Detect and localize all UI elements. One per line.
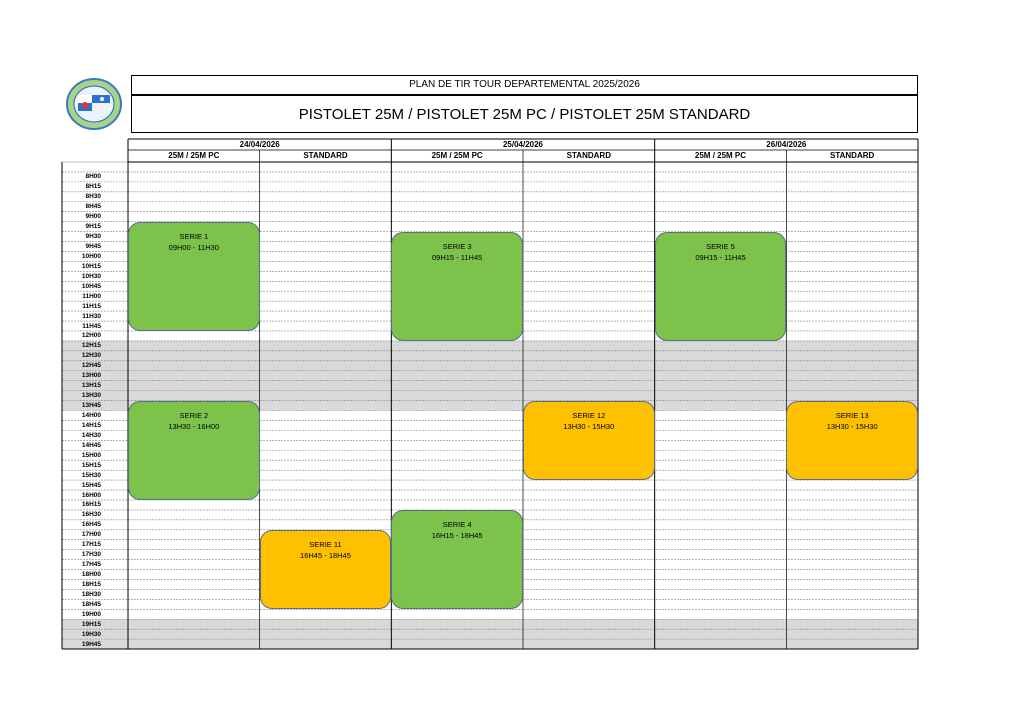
time-label: 12H45 xyxy=(81,362,101,370)
series-block xyxy=(260,530,392,610)
time-label: 11H15 xyxy=(82,302,101,310)
series-name: SERIE 4 xyxy=(442,519,472,529)
time-label: 19H30 xyxy=(81,630,101,638)
time-label: 11H30 xyxy=(82,312,101,320)
time-label: 19H15 xyxy=(81,620,101,628)
time-label: 19H45 xyxy=(81,640,101,648)
column-header: 25M / 25M PC xyxy=(694,151,747,160)
time-label: 9H00 xyxy=(85,213,101,221)
series-name: SERIE 12 xyxy=(572,410,606,420)
time-label: 16H15 xyxy=(81,501,101,509)
time-label: 17H45 xyxy=(81,561,101,569)
time-label: 9H15 xyxy=(85,223,101,231)
column-header: STANDARD xyxy=(303,151,348,160)
time-label: 18H15 xyxy=(81,580,101,588)
time-label: 13H15 xyxy=(81,382,101,390)
series-block xyxy=(523,401,655,481)
plan-subtitle: PLAN DE TIR TOUR DEPARTEMENTAL 2025/2026 xyxy=(132,76,917,96)
series-time: 13H30 - 15H30 xyxy=(563,421,615,431)
time-label: 14H45 xyxy=(81,441,101,449)
time-label: 15H30 xyxy=(81,471,101,479)
column-header: 25M / 25M PC xyxy=(168,151,220,160)
time-label: 11H45 xyxy=(82,322,101,330)
series-name: SERIE 3 xyxy=(442,241,472,251)
column-header: STANDARD xyxy=(830,151,875,160)
time-label: 16H00 xyxy=(81,491,101,499)
series-block xyxy=(391,510,523,609)
time-label: 12H15 xyxy=(81,342,101,350)
time-label: 16H30 xyxy=(81,511,101,519)
series-time: 16H15 - 18H45 xyxy=(431,530,483,540)
column-header: 25M / 25M PC xyxy=(431,151,483,160)
series-name: SERIE 2 xyxy=(179,410,209,420)
time-label: 14H30 xyxy=(81,431,101,439)
series-time: 09H15 - 11H45 xyxy=(695,252,746,262)
time-label: 18H30 xyxy=(81,590,101,598)
time-label: 15H45 xyxy=(81,481,101,489)
series-name: SERIE 5 xyxy=(706,241,735,251)
time-label: 14H00 xyxy=(81,412,101,419)
series-block xyxy=(128,401,260,500)
time-label: 12H00 xyxy=(81,332,101,340)
time-label: 19H00 xyxy=(81,610,101,618)
time-label: 8H30 xyxy=(85,193,101,201)
series-block xyxy=(391,232,523,341)
time-label: 15H00 xyxy=(81,451,101,459)
series-time: 16H45 - 18H45 xyxy=(300,550,351,560)
time-label: 13H00 xyxy=(81,372,101,380)
day-header: 24/04/2026 xyxy=(239,140,280,149)
column-header: STANDARD xyxy=(566,151,611,160)
time-label: 10H30 xyxy=(81,272,101,280)
plan-title: PISTOLET 25M / PISTOLET 25M PC / PISTOLET 25M STANDARD xyxy=(298,106,751,123)
series-block xyxy=(786,401,918,481)
time-label: 10H15 xyxy=(81,262,101,270)
series-time: 09H15 - 11H45 xyxy=(432,252,483,262)
time-label: 10H45 xyxy=(81,282,101,290)
time-label: 17H30 xyxy=(81,551,101,559)
time-label: 18H00 xyxy=(81,571,101,579)
series-time: 13H30 - 15H30 xyxy=(826,421,878,431)
time-label: 8H00 xyxy=(85,173,101,181)
time-label: 11H00 xyxy=(82,292,101,300)
time-label: 10H00 xyxy=(81,252,101,260)
time-label: 13H30 xyxy=(81,392,101,400)
time-label: 8H45 xyxy=(85,203,101,211)
day-header: 26/04/2026 xyxy=(766,140,807,149)
day-header: 25/04/2026 xyxy=(502,140,544,149)
series-time: 13H30 - 16H00 xyxy=(168,421,220,431)
time-label: 14H15 xyxy=(81,421,101,429)
time-label: 17H15 xyxy=(81,541,101,549)
time-label: 13H45 xyxy=(81,402,101,410)
series-name: SERIE 11 xyxy=(309,539,342,549)
break-shading xyxy=(62,619,918,649)
series-name: SERIE 1 xyxy=(179,231,209,241)
time-label: 17H00 xyxy=(81,531,101,539)
series-name: SERIE 13 xyxy=(835,410,869,420)
series-block xyxy=(128,222,260,331)
time-label: 18H45 xyxy=(81,600,101,608)
time-label: 9H45 xyxy=(85,243,101,251)
series-block xyxy=(655,232,787,341)
time-label: 16H45 xyxy=(81,521,101,529)
time-label: 12H30 xyxy=(81,352,101,360)
time-label: 8H15 xyxy=(85,183,101,191)
time-label: 9H30 xyxy=(85,233,101,241)
time-label: 15H15 xyxy=(81,461,101,469)
series-time: 09H00 - 11H30 xyxy=(168,242,219,252)
